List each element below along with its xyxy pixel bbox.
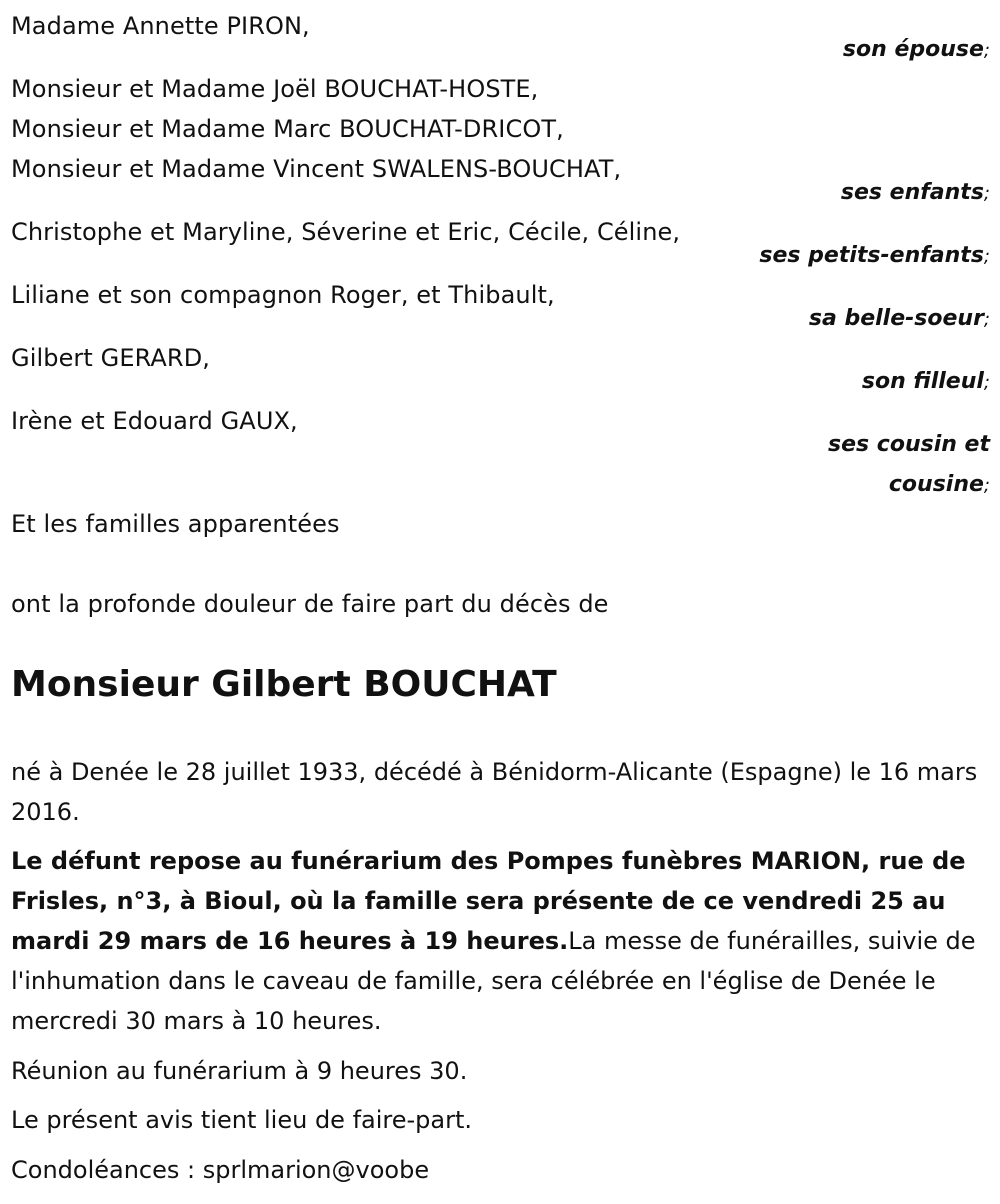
role-text: son filleul [861,369,984,394]
role-text: son épouse [842,37,984,62]
funeral-text: La messe de funérailles, suivie de l'inhumation dans le caveau de famille, sera célébrée en l'église de Denée le mercredi 30 mars à 10 heures. [11,927,976,1035]
deceased-name: Monsieur Gilbert BOUCHAT [11,664,557,705]
role-spouse [843,30,990,71]
families-line: Et les familles apparentées [11,510,340,538]
notice-line: Le présent avis tient lieu de faire-part. [11,1106,473,1134]
role-text: sa belle-soeur [808,306,984,331]
role-cousins-line-2 [889,465,990,506]
role-children [841,173,990,214]
role-semicolon: ; [983,40,990,61]
role-text: ses petits-enfants [759,243,984,268]
family-line-sister-in-law: Liliane et son compagnon Roger, et Thibault, [11,281,555,309]
family-line-child-2: Monsieur et Madame Marc BOUCHAT-DRICOT, [11,115,564,143]
role-semicolon: ; [983,372,990,393]
role-semicolon: ; [983,246,990,267]
role-text: ses cousin et [828,432,990,457]
role-cousins-line-1 [828,425,990,465]
reunion-line: Réunion au funérarium à 9 heures 30. [11,1057,468,1085]
family-line-grandchildren: Christophe et Maryline, Séverine et Eric, Cécile, Céline, [11,218,681,246]
family-line-spouse: Madame Annette PIRON, [11,12,310,40]
role-semicolon: ; [983,183,990,204]
family-line-child-3: Monsieur et Madame Vincent SWALENS-BOUCHAT, [11,155,622,183]
role-text: ses enfants [840,180,984,205]
role-semicolon: ; [983,309,990,330]
family-line-child-1: Monsieur et Madame Joël BOUCHAT-HOSTE, [11,75,539,103]
family-line-godson: Gilbert GERARD, [11,344,211,372]
repose-text: Le défunt repose au funérarium des Pompes funèbres MARION, rue de Frisles, n°3, à Bioul, où la famille sera présente de ce vendredi 25 au mardi 29 mars de 16 heures à 19 heures. [11,847,966,955]
role-text: cousine [888,472,984,497]
role-semicolon: ; [983,475,990,496]
role-godson [862,362,990,403]
announcement-line: ont la profonde douleur de faire part du décès de [11,590,609,618]
family-line-cousins: Irène et Edouard GAUX, [11,407,298,435]
birth-death-paragraph: né à Denée le 28 juillet 1933, décédé à Bénidorm-Alicante (Espagne) le 16 mars 2016. [11,758,978,826]
role-sister-in-law [809,299,990,340]
condolences-line: Condoléances : sprlmarion@voobe [11,1156,430,1184]
role-grandchildren [759,236,990,277]
funeral-paragraph [11,841,991,1041]
